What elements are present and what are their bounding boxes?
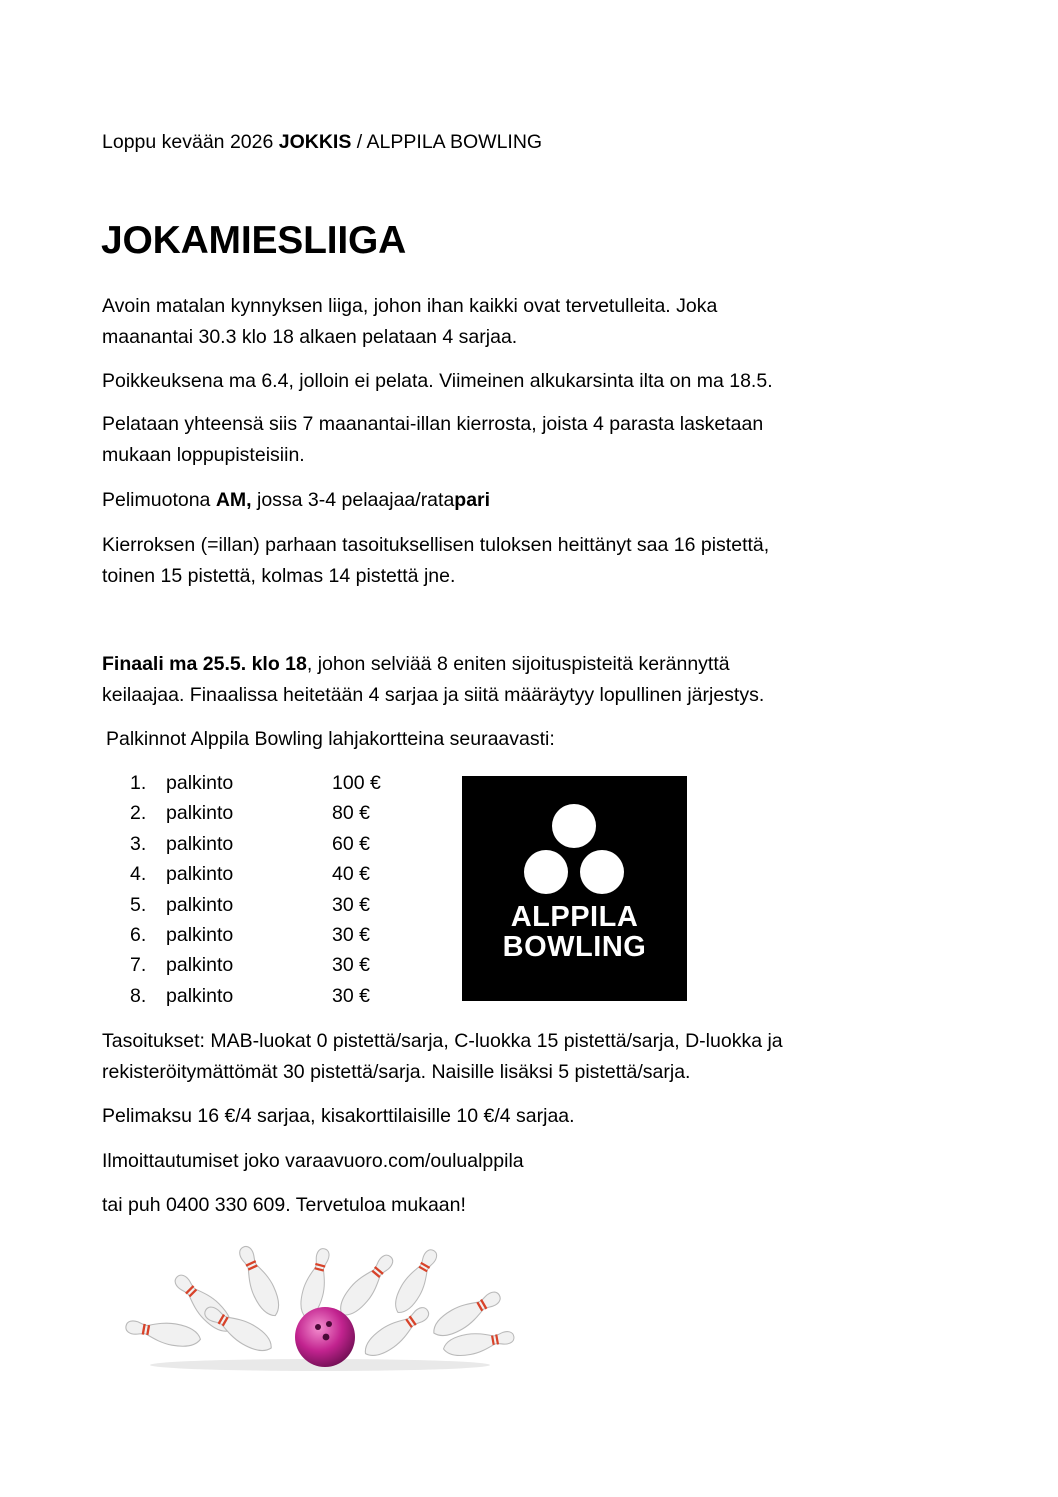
prize-item: 4. palkinto 40 € — [130, 863, 370, 886]
intro-paragraph: Avoin matalan kynnyksen liiga, johon ihan kaikki ovat tervetulleita. Joka maanantai 30.3 klo 18 alkaen pelataan 4 sarjaa. — [102, 295, 718, 348]
scoring-paragraph: Kierroksen (=illan) parhaan tasoituksellisen tuloksen heittänyt saa 16 pistettä, toinen 15 pistettä, kolmas 14 pistettä jne. — [102, 534, 770, 587]
kicker-bold: JOKKIS — [278, 131, 352, 153]
signup-paragraph: Ilmoittautumiset joko varaavuoro.com/oulualppila — [102, 1150, 524, 1172]
alppila-bowling-logo — [462, 776, 687, 1001]
logo-ball-icon — [524, 850, 568, 894]
pin-icon — [428, 1286, 504, 1343]
prize-item: 1. palkinto 100 € — [130, 772, 381, 794]
prize-item: 8. palkinto 30 € — [130, 984, 370, 1007]
fee-paragraph: Pelimaksu 16 €/4 sarjaa, kisakorttilaisille 10 €/4 sarjaa. — [102, 1105, 575, 1127]
handicaps-paragraph: Tasoitukset: MAB-luokat 0 pistettä/sarja, C-luokka 15 pistettä/sarja, D-luokka ja rekisteröitymättömät 30 pistettä/sarja. Naisille lisäksi 5 pistettä/sarja. — [102, 1030, 783, 1083]
pin-icon — [233, 1245, 285, 1320]
page-title: JOKAMIESLIIGA — [101, 219, 407, 262]
prize-item: 2. palkinto 80 € — [130, 802, 370, 825]
exception-paragraph: Poikkeuksena ma 6.4, jolloin ei pelata. Viimeinen alkukarsinta ilta on ma 18.5. — [102, 370, 773, 392]
logo-text-line2: BOWLING — [502, 931, 647, 963]
prizes-intro: Palkinnot Alppila Bowling lahjakortteina seuraavasti: — [106, 728, 555, 750]
bowling-strike-illustration — [125, 1245, 515, 1375]
prize-item: 7. palkinto 30 € — [130, 954, 370, 977]
prize-list — [130, 768, 400, 1011]
prize-item: 5. palkinto 30 € — [130, 893, 370, 916]
pin-icon — [125, 1315, 202, 1349]
prize-item: 3. palkinto 60 € — [130, 832, 370, 855]
phone-paragraph: tai puh 0400 330 609. Tervetuloa mukaan! — [102, 1194, 466, 1216]
logo-ball-icon — [552, 804, 596, 848]
logo-ball-icon — [580, 850, 624, 894]
rounds-paragraph: Pelataan yhteensä siis 7 maanantai-illan kierrosta, joista 4 parasta lasketaan mukaan loppupisteisiin. — [102, 413, 764, 466]
logo-text-line1: ALPPILA — [510, 901, 639, 933]
pin-icon — [334, 1250, 399, 1322]
pin-icon — [389, 1246, 442, 1318]
format-paragraph: Pelimuotona AM, jossa 3-4 pelaajaa/ratapari — [102, 489, 491, 511]
final-paragraph: Finaali ma 25.5. klo 18, johon selviää 8 eniten sijoituspisteitä kerännyttä keilaajaa. Finaalissa heitetään 4 sarjaa ja siitä määräytyy lopullinen järjestys. — [102, 653, 765, 706]
kicker-line: Loppu kevään 2026 JOKKIS / ALPPILA BOWLING — [102, 131, 543, 153]
prize-item: 6. palkinto 30 € — [130, 923, 370, 946]
